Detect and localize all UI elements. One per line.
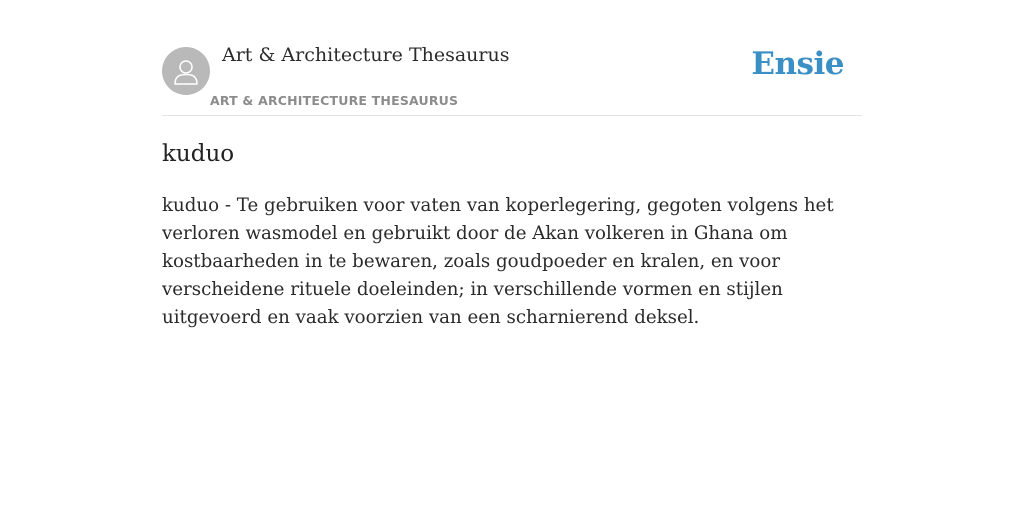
entry-definition: kuduo - Te gebruiken voor vaten van koperlegering, gegoten volgens het verloren wasmodel en gebruikt door de Akan volkeren in Ghana om kostbaarheden in te bewaren, zoals goudpoeder en kralen, en voor verscheidene rituele doeleinden; in verschillende vormen en stijlen uitgevoerd en vaak voorzien van een scharnierend deksel. (162, 195, 834, 328)
entry-card (162, 0, 862, 512)
author-avatar[interactable] (162, 47, 210, 95)
author-name-link[interactable]: Art & Architecture Thesaurus (222, 44, 510, 66)
collection-label: ART & ARCHITECTURE THESAURUS (210, 93, 459, 108)
entry-title: kuduo (162, 141, 235, 167)
user-outline-icon (171, 56, 201, 86)
ensie-logo[interactable]: Ensie (751, 46, 844, 82)
entry-header (162, 0, 862, 116)
